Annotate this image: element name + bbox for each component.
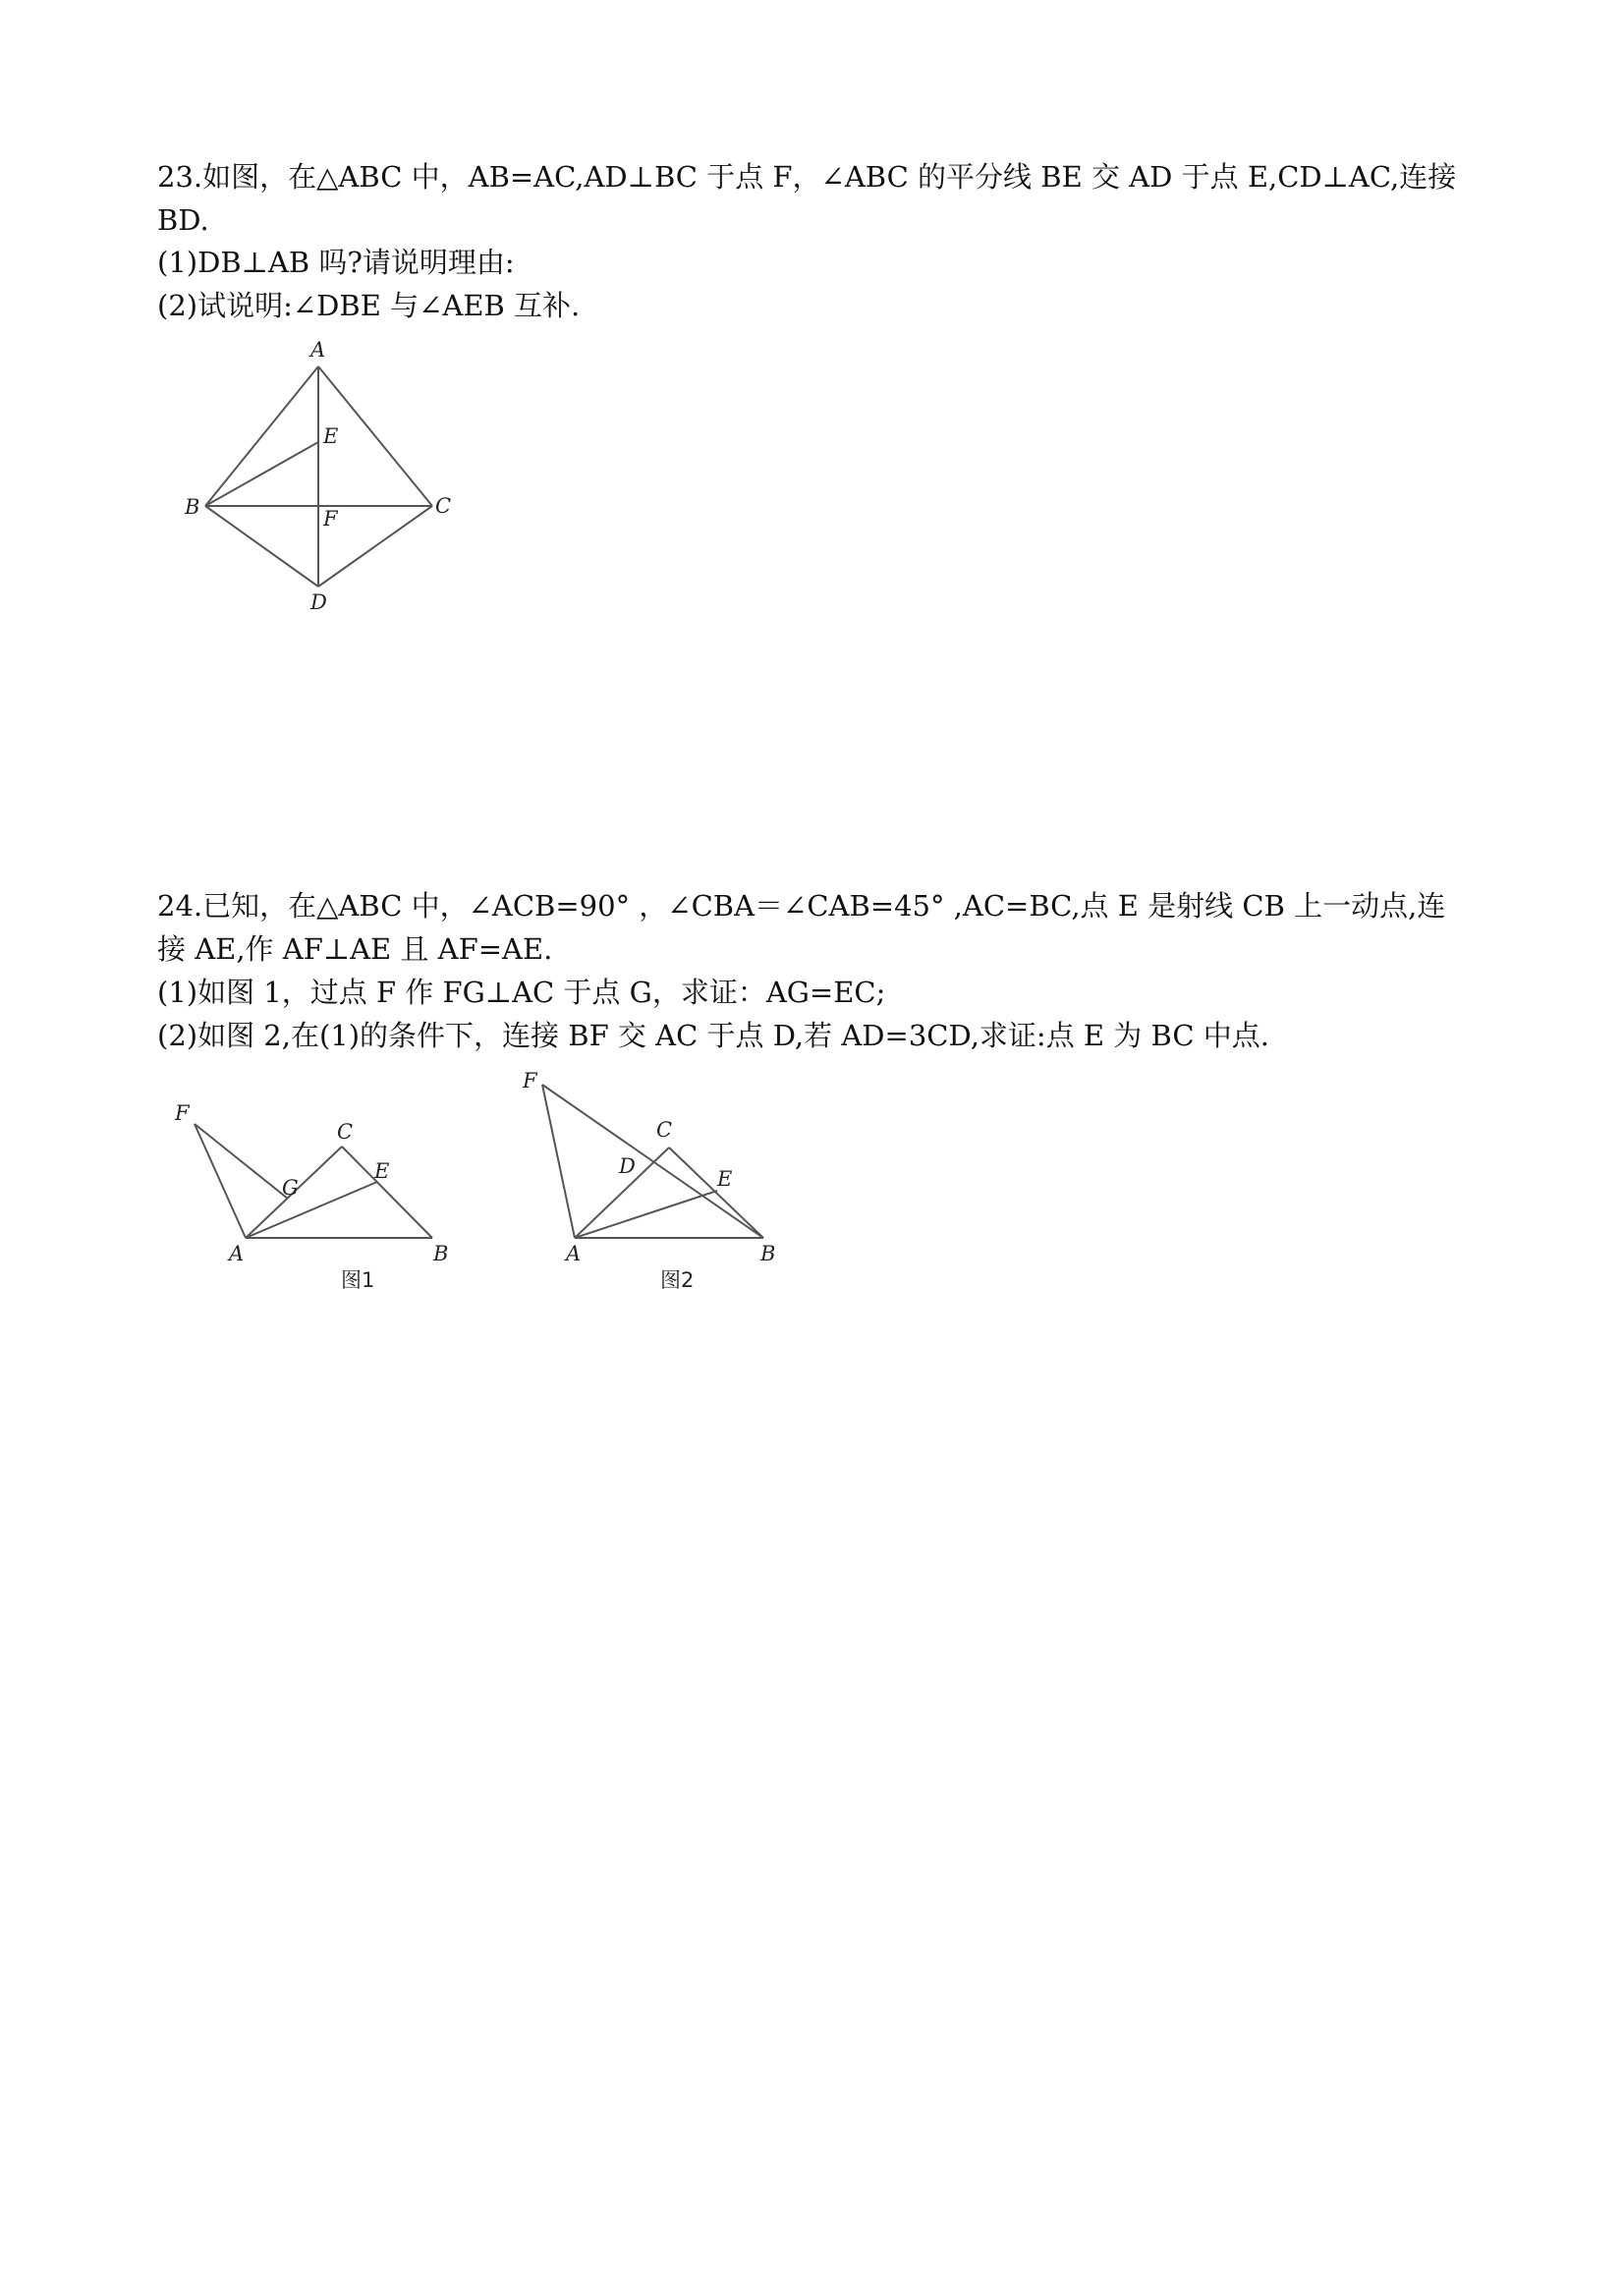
- segment-ab: [205, 366, 318, 506]
- segment-cb: [669, 1148, 763, 1238]
- q23-part2: (2)试说明:∠DBE 与∠AEB 互补.: [157, 289, 581, 322]
- label-a: A: [229, 1242, 245, 1265]
- q23-line2: BD.: [157, 203, 209, 237]
- label-f: F: [175, 1101, 190, 1125]
- q24-line2: 接 AE,作 AF⊥AE 且 AF=AE.: [157, 932, 553, 966]
- q24-figure1: [162, 1091, 457, 1297]
- segment-af: [542, 1085, 575, 1238]
- q24-part1: (1)如图 1，过点 F 作 FG⊥AC 于点 G，求证：AG=EC;: [157, 976, 886, 1009]
- label-g: G: [282, 1176, 299, 1200]
- q23-part1: (1)DB⊥AB 吗?请说明理由:: [157, 246, 515, 279]
- segment-bd: [205, 506, 318, 587]
- q24-line1: 24.已知，在△ABC 中，∠ACB=90° ，∠CBA＝∠CAB=45° ,AC=BC,点 E 是射线 CB 上一动点,连: [157, 889, 1446, 923]
- q24-part2: (2)如图 2,在(1)的条件下，连接 BF 交 AC 于点 D,若 AD=3CD,求证:点 E 为 BC 中点.: [157, 1019, 1269, 1052]
- label-c: C: [435, 494, 452, 518]
- label-e: E: [717, 1167, 733, 1191]
- segment-fg: [195, 1124, 288, 1199]
- figure1-caption: 图1: [341, 1268, 375, 1292]
- q23-line1: 23.如图，在△ABC 中，AB=AC,AD⊥BC 于点 F，∠ABC 的平分线 BE 交 AD 于点 E,CD⊥AC,连接: [157, 160, 1457, 194]
- label-c: C: [337, 1120, 354, 1144]
- label-a: A: [566, 1242, 582, 1265]
- label-f: F: [323, 507, 338, 531]
- segment-fb: [542, 1085, 763, 1238]
- segment-af: [195, 1124, 246, 1238]
- q24-figure2: [501, 1071, 796, 1297]
- figure2-caption: 图2: [660, 1268, 695, 1292]
- segment-ae: [575, 1191, 717, 1238]
- q23-figure: [177, 339, 472, 624]
- label-d: D: [619, 1154, 636, 1178]
- segment-be: [205, 442, 318, 506]
- label-d: D: [310, 590, 327, 614]
- label-c: C: [656, 1118, 673, 1142]
- label-b: B: [760, 1242, 776, 1265]
- label-e: E: [374, 1159, 390, 1183]
- label-b: B: [433, 1242, 449, 1265]
- label-f: F: [523, 1069, 537, 1092]
- label-a: A: [310, 338, 326, 362]
- label-e: E: [323, 424, 339, 448]
- label-b: B: [185, 495, 200, 519]
- segment-ae: [246, 1182, 377, 1238]
